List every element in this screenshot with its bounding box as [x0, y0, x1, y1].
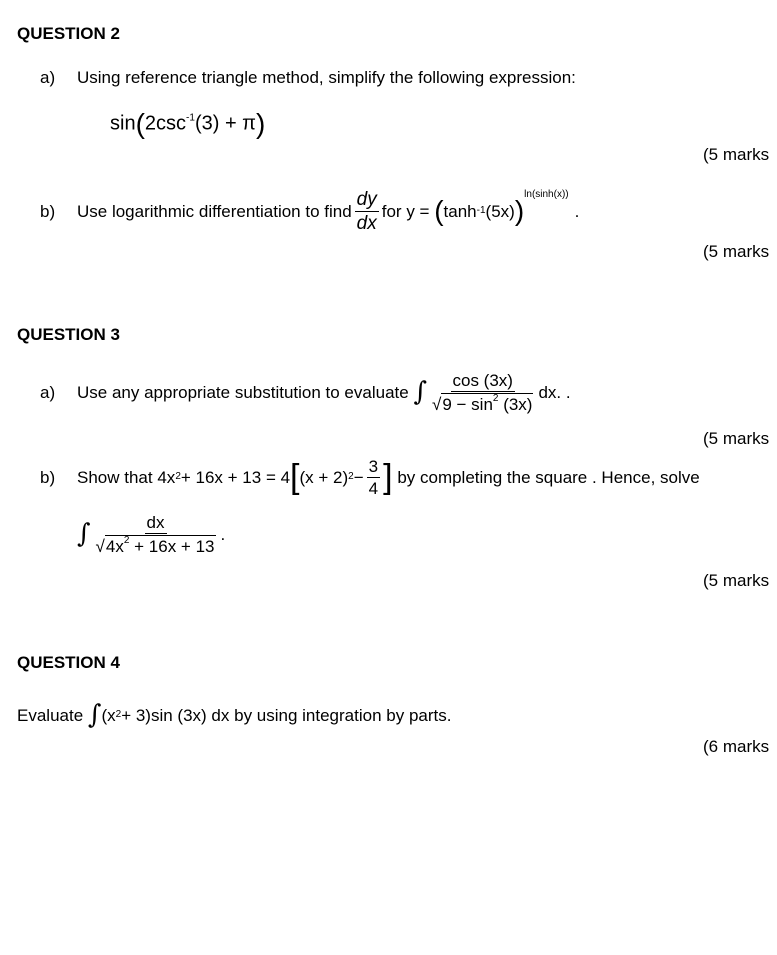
q3b-integral	[77, 508, 225, 560]
den-b: + 16x + 13	[129, 536, 215, 556]
three-quarters	[367, 458, 380, 497]
arg: (5x)	[485, 201, 515, 221]
question-4-heading: QUESTION 4	[17, 653, 120, 672]
inner-pow: 2	[348, 471, 354, 482]
frac-num: dx	[146, 512, 165, 532]
den-pow: 2	[123, 534, 130, 546]
lhs-a: 4x	[157, 467, 176, 487]
frac-num: dy	[356, 188, 377, 210]
paren-open: (	[434, 195, 444, 226]
q3b-text2: by completing the square . Hence, solve	[397, 467, 700, 487]
period: .	[574, 201, 580, 221]
frac-den: 4	[368, 478, 379, 498]
q3a-label: a)	[40, 383, 56, 402]
dx-tail: dx. .	[538, 382, 571, 402]
bracket-open: [	[290, 458, 300, 496]
expr-a: (x	[101, 705, 116, 725]
q4-marks: (6 marks	[703, 737, 770, 756]
frac-den: $√4x^2 + 16x + 13$	[95, 534, 215, 556]
den-a: 4x	[105, 536, 124, 556]
q3b-marks: (5 marks	[703, 571, 770, 590]
q3a-marks: (5 marks	[703, 429, 770, 448]
minus: −	[353, 467, 364, 487]
frac-num: cos (3x)	[452, 370, 513, 390]
y-equals: y =	[406, 201, 430, 221]
q3a-line	[77, 366, 571, 418]
expr-inverse: -1	[186, 112, 195, 124]
q2a-marks: (5 marks	[703, 145, 770, 164]
q4-text2: by using integration by parts.	[234, 705, 452, 725]
for-text: for	[381, 201, 402, 221]
expr-arg: (3) + π	[194, 112, 256, 135]
q2b-marks: (5 marks	[703, 242, 770, 261]
den-post: (3x)	[498, 394, 533, 414]
q4-line	[17, 700, 451, 730]
frac-den: $√9 - \sin^2 (3x)$	[432, 392, 533, 414]
q2b-line	[77, 186, 579, 236]
question-3-heading: QUESTION 3	[17, 325, 120, 344]
tanh: tanh	[443, 201, 477, 221]
expr-b: + 3)sin (3x) dx	[121, 705, 230, 725]
dy-dx-fraction	[355, 190, 379, 233]
q3b-fraction	[94, 514, 218, 555]
q2a-expression	[110, 110, 265, 138]
period: .	[220, 524, 226, 544]
integral-sign: ∫	[77, 519, 91, 549]
q2b-label: b)	[40, 202, 56, 221]
den-pow: 2	[492, 392, 499, 404]
den-pre: 9 − sin	[442, 394, 493, 414]
exponent: ln(sinh(x))	[524, 189, 569, 200]
q3b-label: b)	[40, 468, 56, 487]
lhs-pow: 2	[175, 471, 181, 482]
expr-inner: 2csc	[144, 112, 187, 135]
expr-pow: 2	[115, 709, 122, 720]
integral-sign: ∫	[87, 700, 102, 730]
expr-open: (	[135, 108, 145, 139]
integral-sign: ∫	[413, 377, 427, 407]
inverse: -1	[476, 205, 486, 216]
q4-text: Evaluate	[17, 705, 84, 725]
q2a-text: Using reference triangle method, simplify the following expression:	[77, 68, 576, 87]
q3b-line	[77, 452, 700, 502]
q3a-fraction	[430, 372, 535, 413]
paren-close: )	[514, 195, 525, 226]
q3b-text: Show that	[77, 467, 153, 487]
inner-a: (x + 2)	[299, 467, 349, 487]
frac-num: 3	[368, 456, 379, 476]
question-2-heading: QUESTION 2	[17, 24, 120, 43]
expr-close: )	[255, 108, 266, 139]
bracket-close: ]	[383, 458, 393, 496]
expr-fn: sin	[110, 112, 136, 135]
frac-den: dx	[356, 212, 377, 234]
q2b-text: Use logarithmic differentiation to find	[77, 201, 352, 221]
q3a-text: Use any appropriate substitution to evaluate	[77, 382, 409, 402]
q2a-label: a)	[40, 68, 56, 87]
lhs-b: + 16x + 13 = 4	[180, 467, 291, 487]
